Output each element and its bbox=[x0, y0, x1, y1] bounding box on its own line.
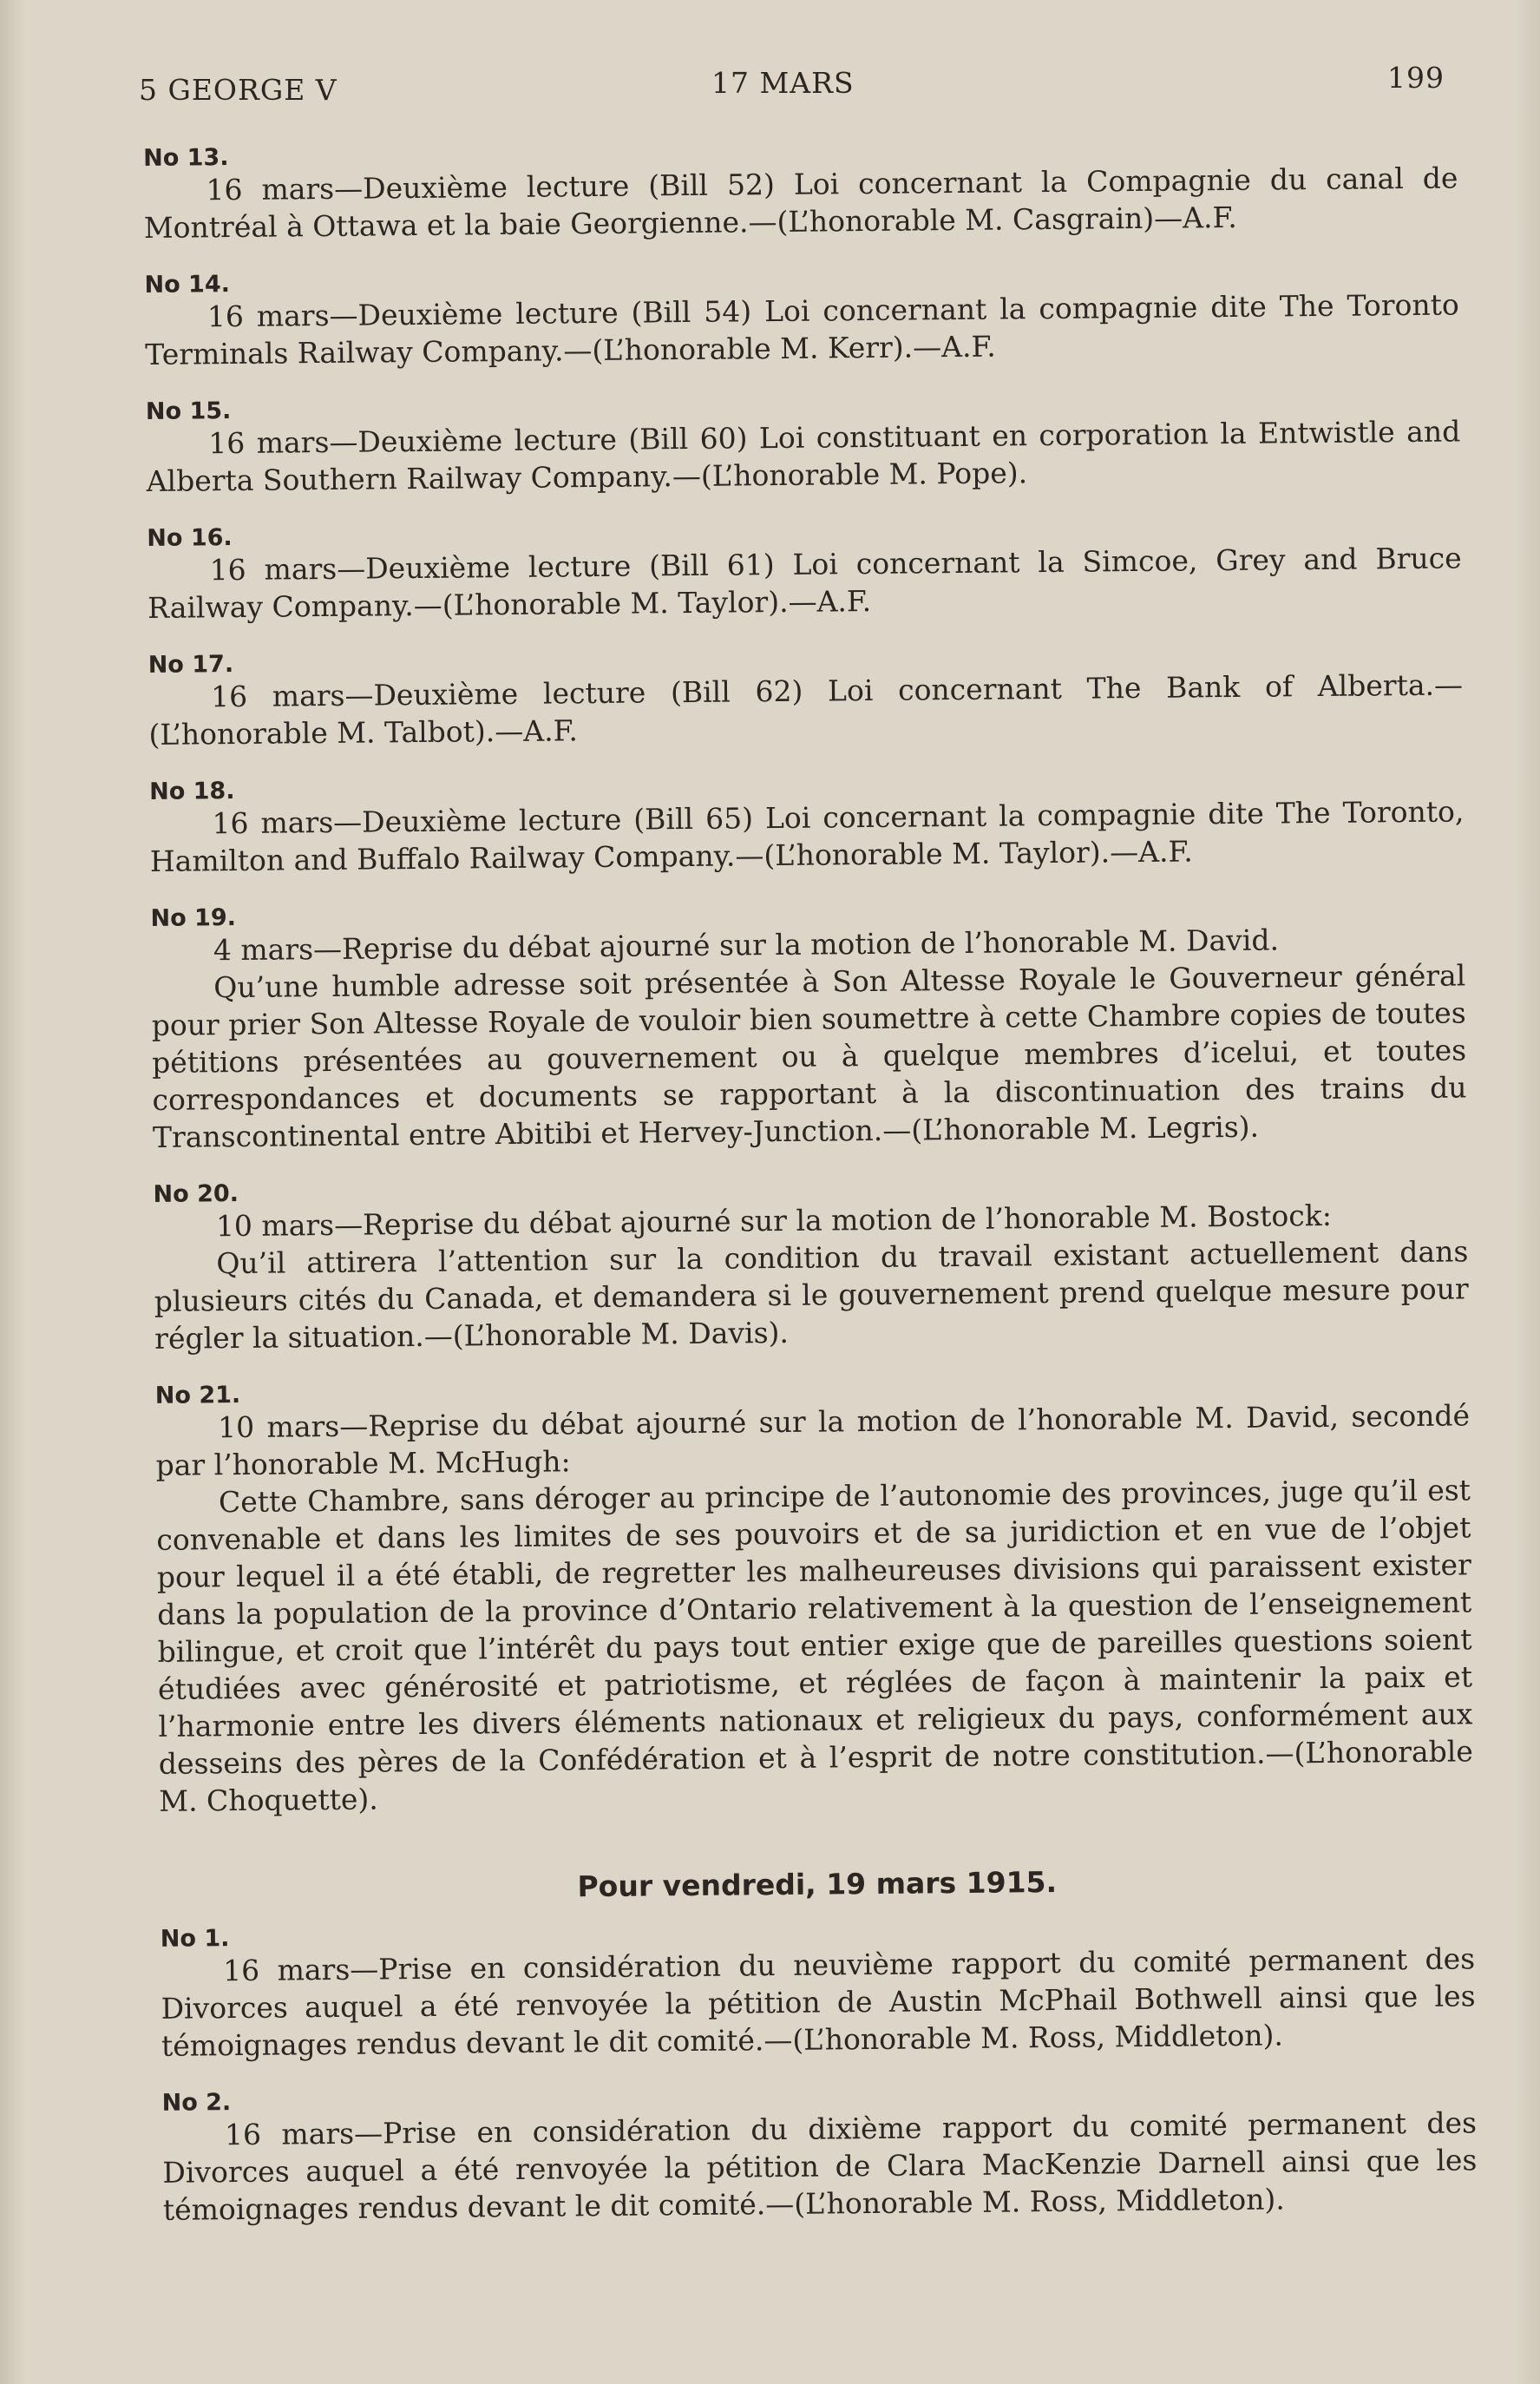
header-date: 17 MARS bbox=[711, 66, 855, 100]
entry-16 bbox=[147, 513, 1462, 627]
entry-number: No 14. bbox=[144, 271, 231, 299]
entry-number: No 15. bbox=[145, 397, 232, 425]
entry-text: 16 mars—Deuxième lecture (Bill 54) Loi concernant la compagnie dite The Toronto Terminals Railway Company.—(L’honorable M. Kerr).—A.F. bbox=[145, 287, 1460, 371]
entry-friday-1 bbox=[161, 1914, 1476, 2065]
entry-number: No 2. bbox=[161, 2089, 232, 2117]
entry-number: No 18. bbox=[148, 778, 235, 805]
entry-14 bbox=[144, 259, 1459, 373]
order-paper-body bbox=[143, 133, 1478, 2254]
entry-text: 16 mars—Deuxième lecture (Bill 52) Loi concernant la Compagnie du canal de Montréal à Ottawa et la baie Georgienne.—(L’honorable M. Casgrain)—A.F. bbox=[143, 161, 1458, 245]
entry-motion-text: Cette Chambre, sans déroger au principe de l’autonomie des provinces, juge qu’il est convenable et dans les limites de ses pouvoirs et de sa juridiction et en vue de l’objet pour lequel il a été établi, de regretter les malheureuses divisions qui paraissent exister dans la population de la province d’Ontario relativement à la question de l’enseignement bilingue, et croit que l’intérêt du pays tout entier exige que de pareilles questions soient étudiées avec générosité et patriotisme, et réglées de façon à maintenir la paix et l’harmonie entre les divers éléments nationaux et religieux du pays, conformément aux desseins des pères de la Confédération et à l’esprit de notre constitution.—(L’honorable M. Choquette). bbox=[156, 1473, 1474, 1818]
entry-number: No 20. bbox=[153, 1180, 239, 1208]
entry-friday-2 bbox=[162, 2078, 1478, 2229]
entry-number: No 21. bbox=[154, 1381, 241, 1409]
entry-text: 16 mars—Deuxième lecture (Bill 60) Loi constituant en corporation la Entwistle and Alberta Southern Railway Company.—(L’honorable M. Pope). bbox=[146, 414, 1461, 498]
entry-13 bbox=[143, 133, 1458, 246]
entry-text: 16 mars—Deuxième lecture (Bill 62) Loi concernant The Bank of Alberta.—(L’honorable M. Talbot).—A.F. bbox=[148, 667, 1464, 752]
entry-number: No 13. bbox=[142, 144, 229, 172]
entry-text: 16 mars—Deuxième lecture (Bill 61) Loi concernant la Simcoe, Grey and Bruce Railway Company.—(L’honorable M. Taylor).—A.F. bbox=[147, 541, 1462, 625]
entry-text: 10 mars—Reprise du débat ajourné sur la motion de l’honorable M. David, secondé par l’honorable M. McHugh: bbox=[155, 1398, 1471, 1482]
entry-19 bbox=[150, 893, 1467, 1156]
section-heading: Pour vendredi, 19 mars 1915. bbox=[577, 1864, 1058, 1904]
entry-text: 4 mars—Reprise du débat ajourné sur la motion de l’honorable M. David. bbox=[213, 923, 1280, 968]
entry-17 bbox=[148, 640, 1464, 753]
entry-number: No 1. bbox=[160, 1925, 230, 1953]
entry-text: 16 mars—Deuxième lecture (Bill 65) Loi concernant la compagnie dite The Toronto, Hamilton and Buffalo Railway Company.—(L’honorable M. Taylor).—A.F. bbox=[149, 794, 1465, 878]
header-session: 5 GEORGE V bbox=[139, 73, 337, 107]
entry-15 bbox=[146, 386, 1461, 500]
entry-text: 10 mars—Reprise du débat ajourné sur la motion de l’honorable M. Bostock: bbox=[215, 1198, 1333, 1244]
entry-motion-text: Qu’une humble adresse soit présentée à Son Altesse Royale le Gouverneur général pour prier Son Altesse Royale de vouloir bien soumettre à cette Chambre copies de toutes pétitions présentées au gouvernement ou à quelque membres d’icelui, et toutes correspondances et documents se rapportant à la discontinuation des trains du Transcontinental entre Abitibi et Hervey-Junction.—(L’honorable M. Legris). bbox=[151, 958, 1467, 1154]
entry-number: No 17. bbox=[147, 651, 234, 679]
entry-number: No 16. bbox=[147, 524, 233, 552]
entry-text: 16 mars—Prise en considération du neuvième rapport du comité permanent des Divorces auquel a été renvoyée la pétition de Austin McPhail Bothwell ainsi que les témoignages rendus devant le dit comité.—(L’honorable M. Ross, Middleton). bbox=[161, 1941, 1476, 2063]
page-number: 199 bbox=[1387, 61, 1445, 95]
entry-18 bbox=[149, 766, 1465, 880]
entry-20 bbox=[153, 1169, 1469, 1357]
entry-21 bbox=[155, 1370, 1474, 1820]
entry-motion-text: Qu’il attirera l’attention sur la condition du travail existant actuellement dans plusieurs cités du Canada, et demandera si le gouvernement prend quelque mesure pour régler la situation.—(L’honorable M. Davis). bbox=[154, 1234, 1469, 1356]
entry-number: No 19. bbox=[150, 904, 237, 932]
entry-text: 16 mars—Prise en considération du dixième rapport du comité permanent des Divorces auquel a été renvoyée la pétition de Clara MacKenzie Darnell ainsi que les témoignages rendus devant le dit comité.—(L’honorable M. Ross, Middleton). bbox=[162, 2105, 1478, 2227]
running-head bbox=[139, 61, 1445, 113]
